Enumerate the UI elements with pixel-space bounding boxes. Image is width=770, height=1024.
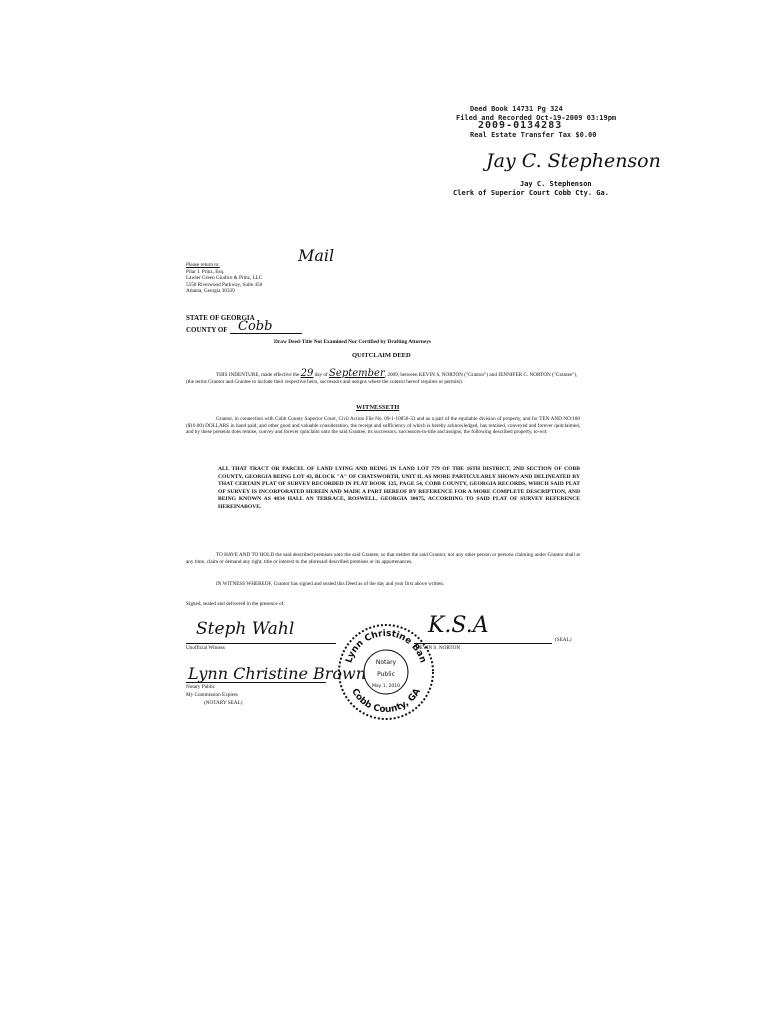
signed-sealed-delivered: Signed, sealed and delivered in the presence of: bbox=[186, 601, 285, 607]
notary-stamp-name: Lynn Christine Ban bbox=[344, 628, 428, 665]
legal-description: ALL THAT TRACT OR PARCEL OF LAND LYING AND BEING IN LAND LOT 779 OF THE 16TH DISTRICT, 2ND SECTION OF COBB COUNTY, GEORGIA BEING LOT 43, BLOCK "A" OF CHATSWORTH, UNIT II, AS MORE PARTICULARLY SHOWN AND DELINEATED BY THAT CERTAIN PLAT OF SURVEY RECORDED IN PLAT BOOK 125, PAGE 54, COBB COUNTY, GEORGIA RECORDS, WHICH SAID PLAT OF SURVEY IS INCORPORATED HEREIN AND MADE A PART HEREOF BY REFERENCE FOR A MORE COMPLETE DESCRIPTION, AND BEING KNOWN AS 4834 HALL AN TERRACE, ROSWELL, GEORGIA 30075, ACCORDING TO SAID PLAT OF SURVEY REFERENCE HEREINABOVE. bbox=[218, 466, 580, 510]
return-to-block bbox=[186, 262, 262, 295]
transfer-tax: Real Estate Transfer Tax $0.00 bbox=[470, 130, 597, 139]
witness-signature: Steph Wahl bbox=[196, 619, 295, 639]
intro-day: 29 bbox=[300, 368, 314, 379]
grantor-signature: K.S.A bbox=[428, 613, 489, 638]
witness-signature-line bbox=[186, 643, 336, 644]
seal-label: (SEAL) bbox=[555, 637, 572, 643]
body-paragraph-3: IN WITNESS WHEREOF, Grantor has signed and sealed this Deed as of the day and year first above written. bbox=[216, 581, 445, 587]
intro-b: day of bbox=[314, 372, 328, 378]
notary-stamp-public: Public bbox=[377, 671, 395, 678]
notary-signature-line bbox=[186, 682, 326, 683]
return-line: Atlanta, Georgia 30339 bbox=[186, 288, 235, 295]
intro-paragraph bbox=[186, 368, 580, 385]
return-line: 5550 Riverwood Parkway, Suite 450 bbox=[186, 281, 263, 288]
document-number: 2009-0134283 bbox=[478, 120, 563, 131]
clerk-name: Jay C. Stephenson bbox=[520, 180, 592, 188]
grantor-label: KEVIN S. NORTON bbox=[416, 645, 461, 651]
notary-label: Notary Public bbox=[186, 684, 215, 690]
county-label: COUNTY OF bbox=[186, 326, 228, 334]
return-line: Lawler Green Giudice & Prinz, LLC bbox=[186, 275, 263, 282]
body-paragraph-1: Grantor, in connection with Cobb County Superior Court, Civil Action File No. 09-1-10858-33 and as a part of the equitable division of property, and for TEN AND NO/100 ($10.00) DOLLARS in hand paid, and other good and valuable consideration, the receipt and sufficiency of which is hereby acknowledged, has remised, conveyed and forever quitclaimed, and by these presents does remise, convey and forever quitclaim unto the said Grantee, its successors, successors-in-title and assigns, the following described property, to-wit: bbox=[186, 416, 580, 436]
notary-seal-label: (NOTARY SEAL) bbox=[204, 700, 243, 706]
recording-stamp bbox=[456, 105, 616, 139]
intro-c: , 2009, between KEVIN S. NORTON ("Grantor") and JENNIFER C. NORTON ("Grantee"), (the terms Grantor and Grantee to include their respective heirs, successors and assigns where the context hereof requires or permits). bbox=[186, 372, 578, 385]
mail-initials: Mail bbox=[298, 246, 335, 265]
deed-book-page: Deed Book 14731 Pg 324 bbox=[470, 105, 563, 113]
clerk-signature: Jay C. Stephenson bbox=[486, 150, 661, 172]
commission-expires: My Commission Expires bbox=[186, 692, 238, 698]
return-to-heading: Please return to: bbox=[186, 262, 220, 268]
return-line: Pilar J. Prinz, Esq. bbox=[186, 268, 225, 275]
filed-recorded: Filed and Recorded Oct-19-2009 03:19pm bbox=[456, 113, 617, 122]
drafting-note: Draw Deed-Title Not Examined Nor Certified by Drafting Attorneys bbox=[274, 339, 432, 345]
intro-month: September bbox=[329, 368, 385, 379]
notary-stamp-county: Cobb County, GA bbox=[349, 687, 423, 716]
witness-label: Unofficial Witness bbox=[186, 645, 225, 651]
notary-stamp-notary: Notary bbox=[375, 659, 397, 666]
state-label: STATE OF GEORGIA bbox=[186, 314, 255, 322]
intro-a: THIS INDENTURE, made effective the bbox=[216, 372, 300, 378]
notary-signature: Lynn Christine Brown bbox=[188, 664, 367, 683]
county-value: Cobb bbox=[230, 321, 302, 334]
witnesseth-heading: WITNESSETH bbox=[356, 404, 400, 411]
document-title: QUITCLAIM DEED bbox=[352, 352, 411, 359]
notary-stamp-expires: May 1, 2010 bbox=[372, 684, 400, 689]
notary-stamp bbox=[336, 622, 436, 722]
clerk-title: Clerk of Superior Court Cobb Cty. Ga. bbox=[453, 189, 609, 197]
body-paragraph-2: TO HAVE AND TO HOLD the said described premises unto the said Grantee, so that neither the said Grantor, nor any other person or persons claiming under Grantor shall at any time, claim or demand any right, title or interest to the aforesaid described premises or its appurtenances. bbox=[186, 552, 580, 565]
